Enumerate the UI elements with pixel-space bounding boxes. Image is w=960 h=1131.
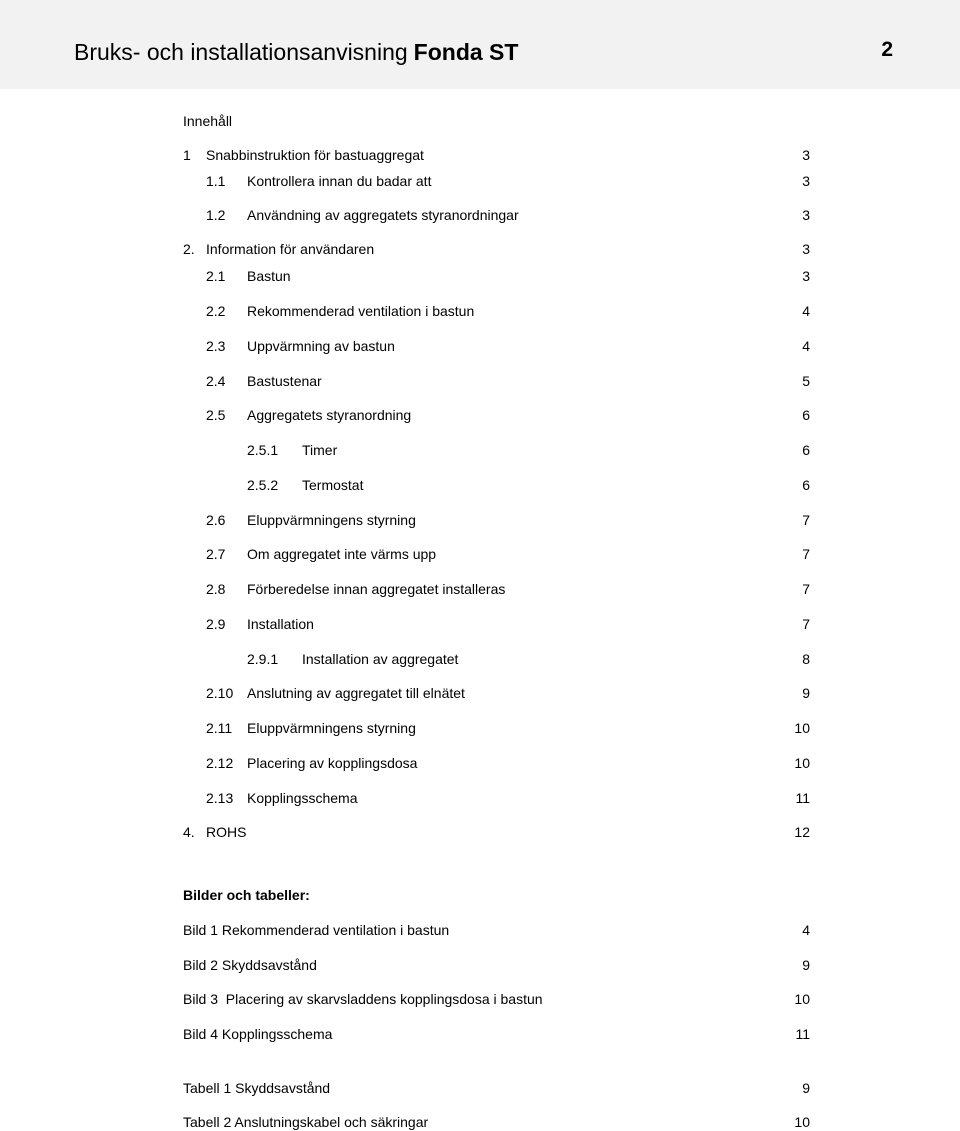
toc-entry-page: 4 — [802, 338, 810, 354]
toc-entry-page: 4 — [802, 303, 810, 319]
toc-entry-title: Anslutning av aggregatet till elnätet — [247, 685, 465, 701]
toc-entry-number: 1.1 — [206, 173, 226, 189]
toc-entry-title: Snabbinstruktion för bastuaggregat — [206, 147, 424, 163]
toc-entry-number: 2. — [183, 241, 195, 257]
toc-entry-page: 10 — [794, 755, 810, 771]
figure-entry-title: Bild 3 Placering av skarvsladdens kopplingsdosa i bastun — [183, 991, 543, 1007]
toc-entry-title: Förberedelse innan aggregatet installeras — [247, 581, 506, 597]
toc-entry-page: 3 — [802, 207, 810, 223]
figures-heading: Bilder och tabeller: — [183, 887, 310, 903]
toc-entry-number: 2.13 — [206, 790, 234, 806]
toc-entry-page: 3 — [802, 147, 810, 163]
toc-entry-number: 2.12 — [206, 755, 234, 771]
title-text: Bruks- och installationsanvisning — [74, 39, 408, 65]
toc-entry-number: 2.3 — [206, 338, 226, 354]
toc-entry-page: 3 — [802, 268, 810, 284]
toc-entry-number: 2.5.1 — [247, 442, 279, 458]
toc-entry-number: 2.8 — [206, 581, 226, 597]
toc-entry-page: 3 — [802, 173, 810, 189]
page-header — [0, 0, 960, 89]
table-entry-page: 9 — [802, 1080, 810, 1096]
toc-entry-page: 7 — [802, 546, 810, 562]
table-entry-title: Tabell 2 Anslutningskabel och säkringar — [183, 1114, 429, 1130]
figure-entry-page: 4 — [802, 922, 810, 938]
toc-entry-page: 5 — [802, 373, 810, 389]
toc-entry-number: 1.2 — [206, 207, 226, 223]
toc-entry-page: 9 — [802, 685, 810, 701]
toc-entry-title: Bastustenar — [247, 373, 322, 389]
toc-entry-title: Placering av kopplingsdosa — [247, 755, 418, 771]
toc-entry-page: 7 — [802, 581, 810, 597]
toc-entry-number: 2.9.1 — [247, 651, 279, 667]
toc-entry-title: Eluppvärmningens styrning — [247, 512, 416, 528]
toc-entry-number: 2.1 — [206, 268, 226, 284]
toc-entry-title: ROHS — [206, 824, 247, 840]
toc-entry-title: Om aggregatet inte värms upp — [247, 546, 437, 562]
toc-entry-title: Uppvärmning av bastun — [247, 338, 395, 354]
toc-heading: Innehåll — [183, 113, 233, 129]
toc-entry-page: 11 — [795, 790, 810, 806]
toc-entry-page: 6 — [802, 442, 810, 458]
document-title — [74, 37, 518, 67]
toc-entry-page: 12 — [794, 824, 810, 840]
toc-entry-title: Kopplingsschema — [247, 790, 358, 806]
figure-entry-page: 9 — [802, 957, 810, 973]
toc-entry-number: 2.5 — [206, 407, 226, 423]
toc-entry-title: Installation — [247, 616, 314, 632]
toc-entry-page: 6 — [802, 477, 810, 493]
toc-entry-number: 2.2 — [206, 303, 226, 319]
figure-entry-page: 10 — [794, 991, 810, 1007]
toc-entry-number: 2.11 — [206, 720, 233, 736]
toc-entry-page: 7 — [802, 616, 810, 632]
toc-entry-title: Installation av aggregatet — [302, 651, 459, 667]
toc-entry-title: Aggregatets styranordning — [247, 407, 412, 423]
product-name: Fonda ST — [413, 39, 519, 65]
toc-entry-title: Eluppvärmningens styrning — [247, 720, 416, 736]
toc-entry-number: 2.7 — [206, 546, 226, 562]
toc-entry-title: Rekommenderad ventilation i bastun — [247, 303, 475, 319]
toc-entry-title: Termostat — [302, 477, 364, 493]
toc-entry-number: 2.9 — [206, 616, 226, 632]
figure-entry-title: Bild 4 Kopplingsschema — [183, 1026, 333, 1042]
figure-entry-title: Bild 1 Rekommenderad ventilation i bastun — [183, 922, 450, 938]
toc-entry-page: 7 — [802, 512, 810, 528]
page-number: 2 — [881, 38, 893, 61]
figure-entry-page: 11 — [795, 1026, 810, 1042]
toc-entry-page: 8 — [802, 651, 810, 667]
toc-entry-title: Kontrollera innan du badar att — [247, 173, 432, 189]
toc-entry-title: Information för användaren — [206, 241, 375, 257]
toc-entry-page: 3 — [802, 241, 810, 257]
toc-entry-title: Bastun — [247, 268, 291, 284]
toc-entry-number: 4. — [183, 824, 195, 840]
toc-entry-number: 2.4 — [206, 373, 226, 389]
toc-entry-number: 2.5.2 — [247, 477, 279, 493]
toc-entry-number: 2.6 — [206, 512, 226, 528]
toc-entry-number: 1 — [183, 147, 191, 163]
toc-entry-page: 6 — [802, 407, 810, 423]
table-entry-page: 10 — [794, 1114, 810, 1130]
toc-entry-title: Användning av aggregatets styranordningar — [247, 207, 519, 223]
table-entry-title: Tabell 1 Skyddsavstånd — [183, 1080, 331, 1096]
figure-entry-title: Bild 2 Skyddsavstånd — [183, 957, 317, 973]
toc-entry-title: Timer — [302, 442, 338, 458]
toc-entry-page: 10 — [794, 720, 810, 736]
toc-entry-number: 2.10 — [206, 685, 234, 701]
